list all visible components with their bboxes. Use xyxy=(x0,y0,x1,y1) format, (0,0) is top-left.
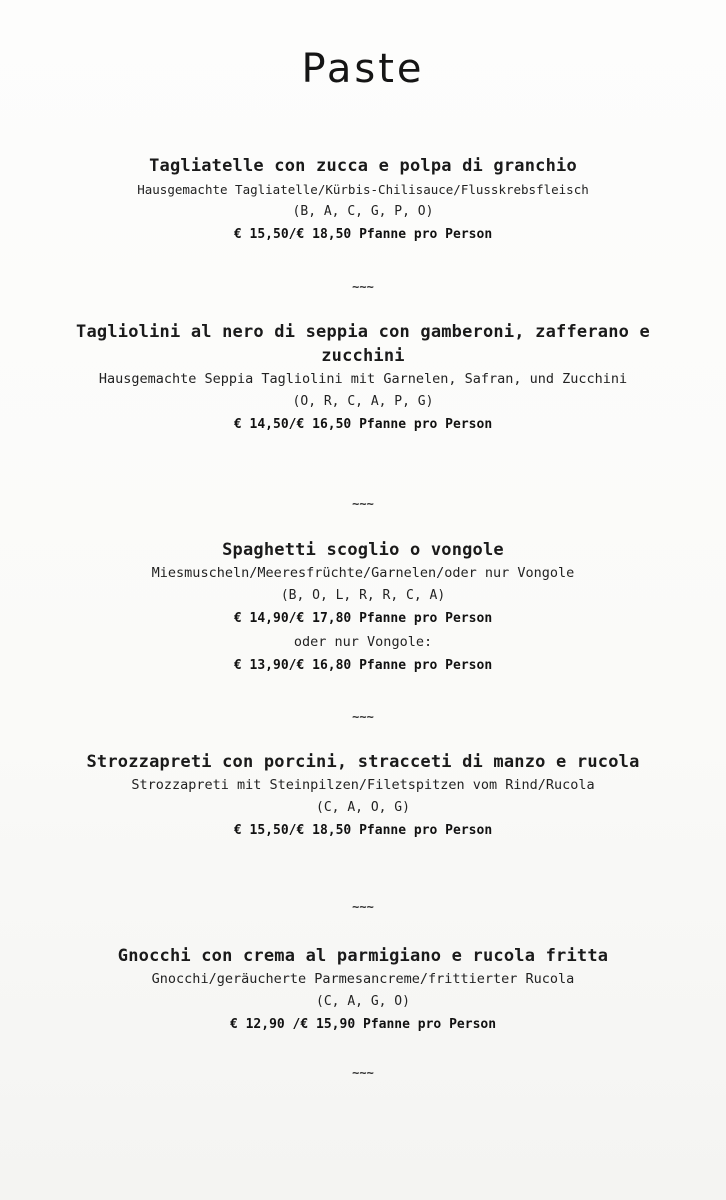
dish-price: € 12,90 /€ 15,90 Pfanne pro Person xyxy=(229,1017,497,1032)
dish-name: Tagliatelle con zucca e polpa di granchio xyxy=(149,156,577,176)
dish-name: Spaghetti scoglio o vongole xyxy=(222,540,504,560)
separator: ~~~ xyxy=(352,1066,374,1080)
dish-allergens: (O, R, C, A, P, G) xyxy=(292,394,434,409)
dish-description: Miesmuscheln/Meeresfrüchte/Garnelen/oder nur Vongole xyxy=(151,565,575,581)
dish-allergens: (B, O, L, R, R, C, A) xyxy=(280,588,446,603)
dish-allergens: (C, A, O, G) xyxy=(316,800,410,815)
dish-description: Gnocchi/geräucherte Parmesancreme/frittierter Rucola xyxy=(151,971,575,987)
dish-alt-label: oder nur Vongole: xyxy=(293,634,433,650)
dish-allergens: (B, A, C, G, P, O) xyxy=(292,204,434,219)
separator: ~~~ xyxy=(352,497,374,511)
dish-name: Strozzapreti con porcini, stracceti di manzo e rucola xyxy=(86,752,640,772)
dish-strozzapreti xyxy=(60,750,666,843)
dish-tagliolini xyxy=(70,320,656,437)
dish-allergens: (C, A, G, O) xyxy=(316,994,410,1009)
separator: ~~~ xyxy=(352,900,374,914)
dish-description: Hausgemachte Tagliatelle/Kürbis-Chilisauce/Flusskrebsfleisch xyxy=(137,182,589,197)
dish-name: Tagliolini al nero di seppia con gamberoni, zafferano e zucchini xyxy=(76,322,650,366)
dish-price: € 15,50/€ 18,50 Pfanne pro Person xyxy=(233,227,493,242)
dish-alt-price: € 13,90/€ 16,80 Pfanne pro Person xyxy=(233,658,493,673)
dish-gnocchi xyxy=(20,944,706,1037)
menu-title: Paste xyxy=(301,46,425,92)
separator: ~~~ xyxy=(352,710,374,724)
dish-price: € 14,50/€ 16,50 Pfanne pro Person xyxy=(233,417,493,432)
dish-price: € 14,90/€ 17,80 Pfanne pro Person xyxy=(233,611,493,626)
separator: ~~~ xyxy=(352,280,374,294)
dish-name: Gnocchi con crema al parmigiano e rucola fritta xyxy=(117,946,609,966)
dish-tagliatelle xyxy=(40,154,686,247)
dish-description: Strozzapreti mit Steinpilzen/Filetspitzen vom Rind/Rucola xyxy=(131,777,595,793)
dish-price: € 15,50/€ 18,50 Pfanne pro Person xyxy=(233,823,493,838)
dish-description: Hausgemachte Seppia Tagliolini mit Garnelen, Safran, und Zucchini xyxy=(98,371,628,387)
dish-spaghetti xyxy=(40,538,686,678)
